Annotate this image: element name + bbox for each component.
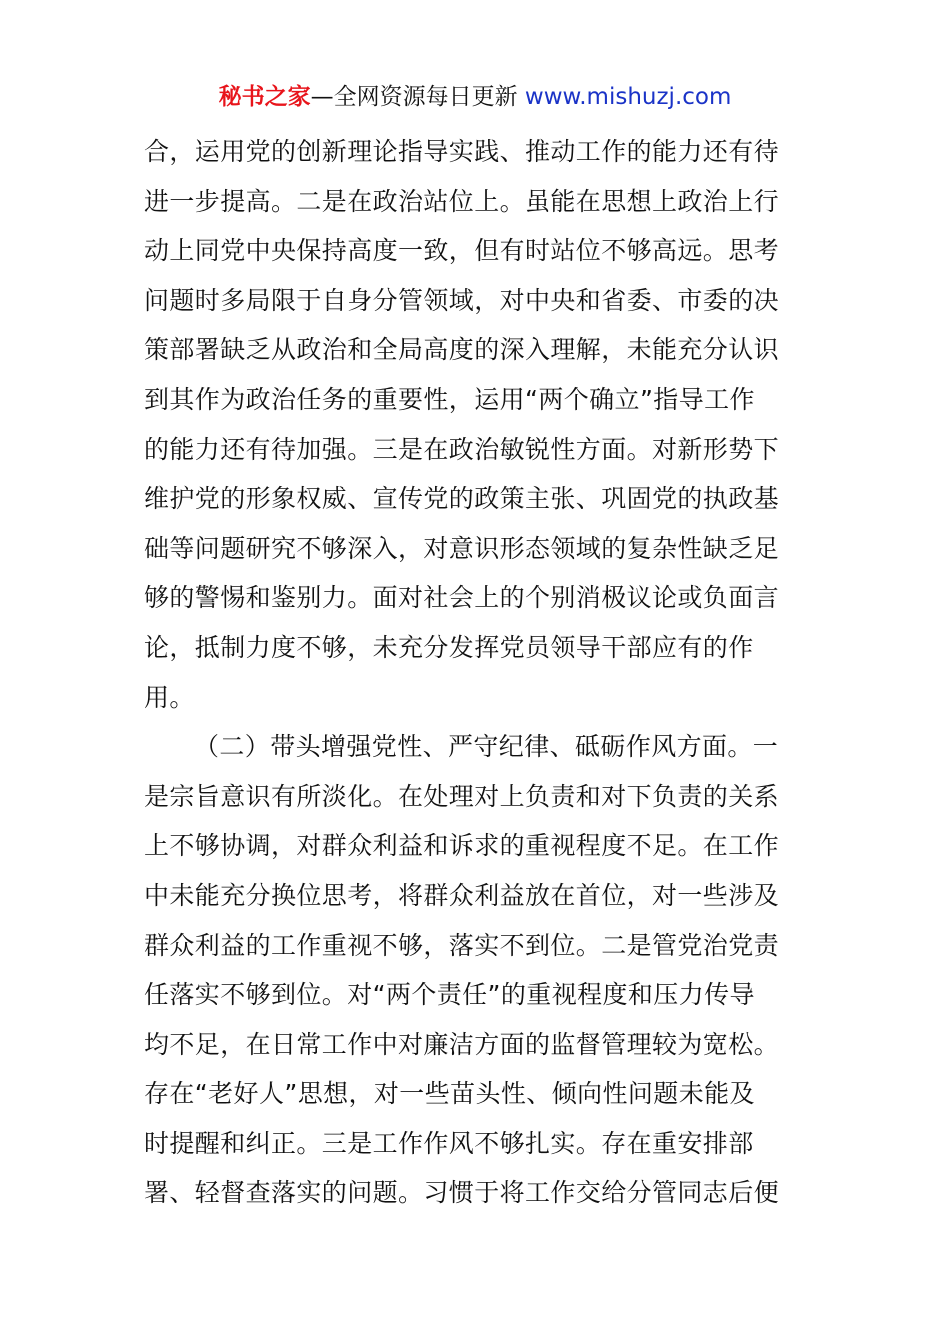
text-line: 合，运用党的创新理论指导实践、推动工作的能力还有待 xyxy=(144,137,780,166)
text-line: 论，抵制力度不够，未充分发挥党员领导干部应有的作 xyxy=(144,632,754,662)
text-line: 维护党的形象权威、宣传党的政策主张、巩固党的执政基 xyxy=(144,484,780,514)
document-body xyxy=(144,127,808,1218)
text-line: 是宗旨意识有所淡化。在处理对上负责和对下负责的关系 xyxy=(144,781,780,811)
site-header xyxy=(0,80,950,114)
site-tagline: —全网资源每日更新 xyxy=(310,84,525,110)
text-line: 中未能充分换位思考，将群众利益放在首位，对一些涉及 xyxy=(144,880,780,910)
site-url[interactable]: www.mishuzj.com xyxy=(524,84,732,110)
text-line: 用。 xyxy=(144,682,195,712)
site-brand: 秘书之家 xyxy=(218,84,311,110)
text-line: 时提醒和纠正。三是工作作风不够扎实。存在重安排部 xyxy=(144,1128,754,1158)
text-line: 问题时多局限于自身分管领域，对中央和省委、市委的决 xyxy=(144,285,780,315)
text-line: 署、轻督查落实的问题。习惯于将工作交给分管同志后便 xyxy=(144,1178,780,1208)
text-line: 础等问题研究不够深入，对意识形态领域的复杂性缺乏足 xyxy=(144,533,780,563)
text-line: 策部署缺乏从政治和全局高度的深入理解，未能充分认识 xyxy=(144,335,780,365)
text-line: 动上同党中央保持高度一致，但有时站位不够高远。思考 xyxy=(144,236,780,266)
text-line: 存在“老好人”思想，对一些苗头性、倾向性问题未能及 xyxy=(144,1079,755,1109)
section-heading-line: （二）带头增强党性、严守纪律、砥砺作风方面。一 xyxy=(194,732,779,762)
text-line: 进一步提高。二是在政治站位上。虽能在思想上政治上行 xyxy=(144,186,780,216)
text-line: 上不够协调，对群众利益和诉求的重视程度不足。在工作 xyxy=(144,831,780,861)
text-line: 的能力还有待加强。三是在政治敏锐性方面。对新形势下 xyxy=(144,434,780,464)
text-line: 群众利益的工作重视不够，落实不到位。二是管党治党责 xyxy=(144,930,780,960)
text-line: 到其作为政治任务的重要性，运用“两个确立”指导工作 xyxy=(144,384,755,414)
text-line: 够的警惕和鉴别力。面对社会上的个别消极议论或负面言 xyxy=(144,583,780,613)
text-line: 任落实不够到位。对“两个责任”的重视程度和压力传导 xyxy=(144,980,755,1010)
text-line: 均不足，在日常工作中对廉洁方面的监督管理较为宽松。 xyxy=(144,1029,780,1059)
